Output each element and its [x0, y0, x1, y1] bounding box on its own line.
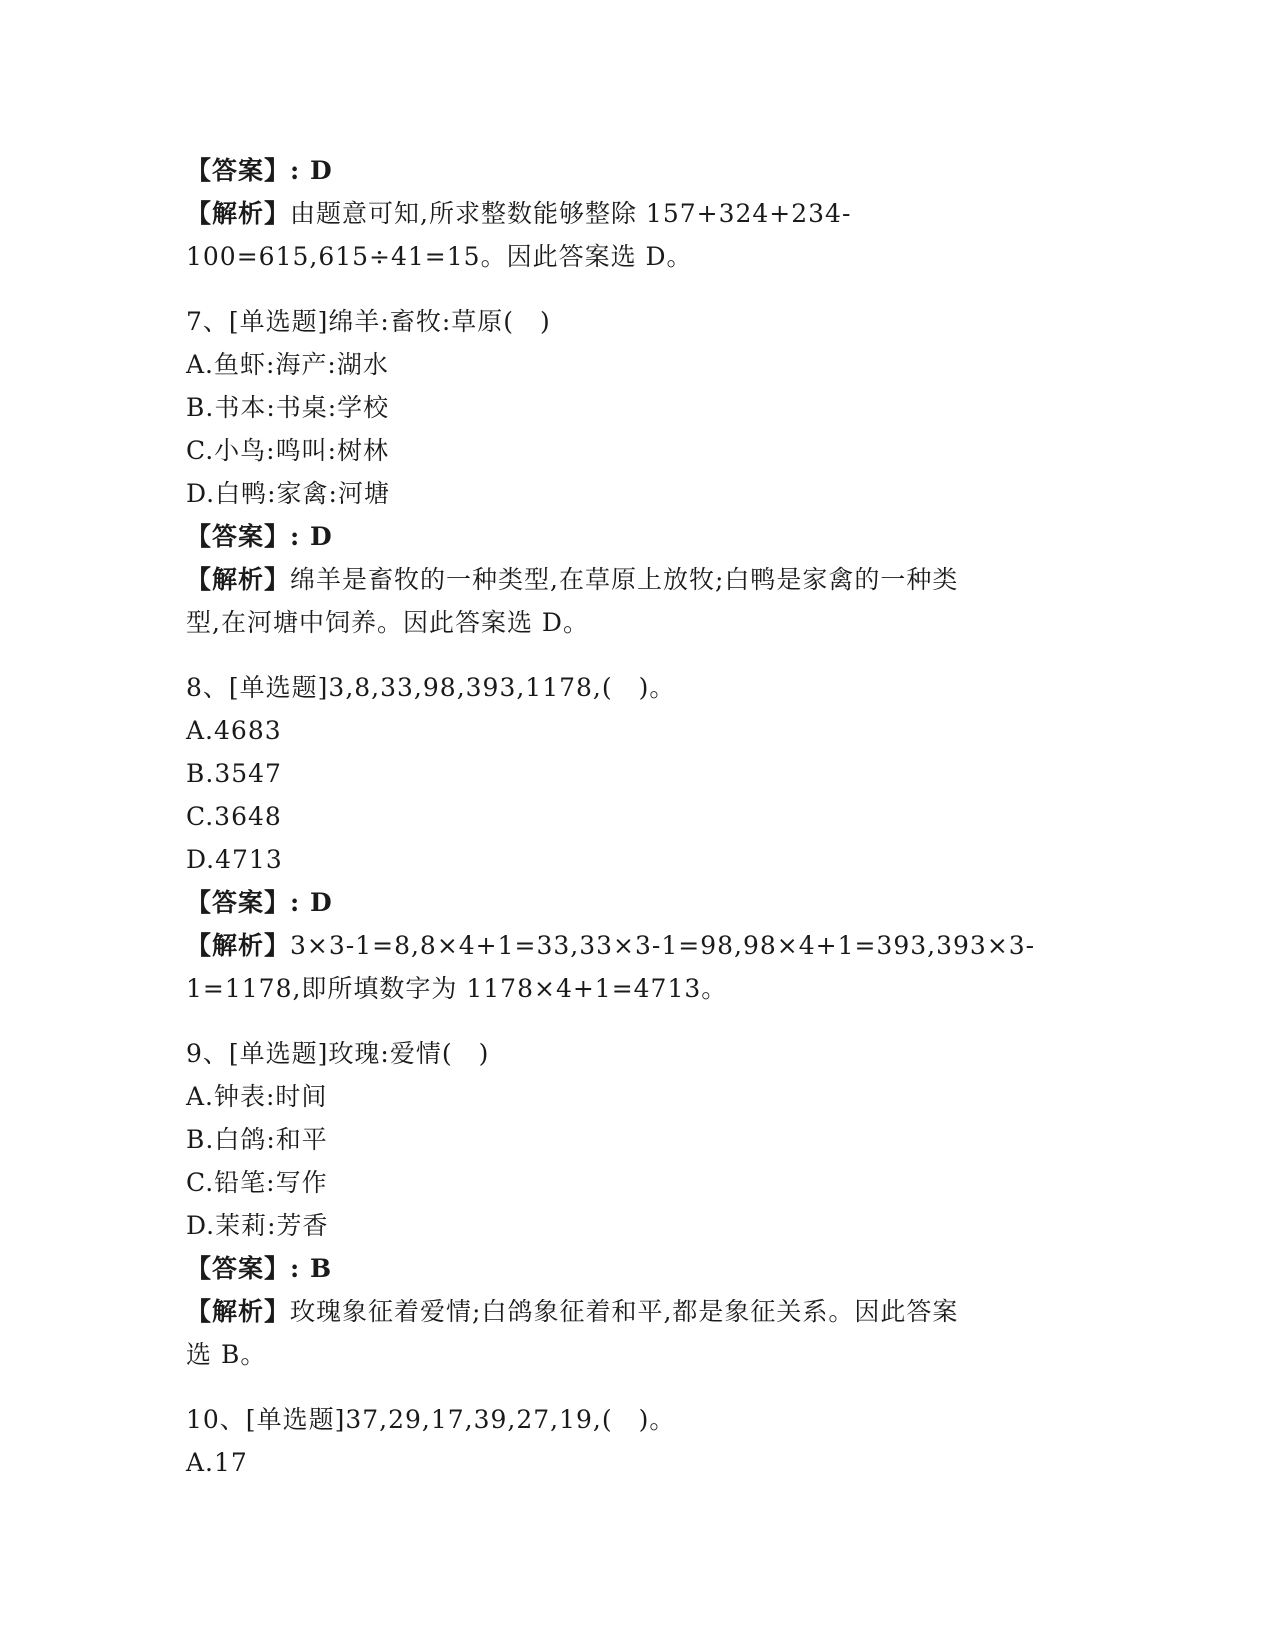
q8-question: 8、[单选题]3,8,33,98,393,1178,( )。	[186, 673, 676, 702]
answer-label: 【答案】	[186, 156, 291, 185]
q7-question: 7、[单选题]绵羊:畜牧:草原( )	[186, 307, 551, 336]
q9-option-d: D.茉莉:芳香	[186, 1211, 329, 1240]
explanation-text: 3×3-1=8,8×4+1=33,33×3-1=98,98×4+1=393,393×3-	[290, 931, 1036, 960]
explanation-label: 【解析】	[186, 1297, 291, 1326]
answer-value: : B	[290, 1254, 333, 1283]
q7-answer	[186, 515, 1066, 558]
q10-option-a: A.17	[186, 1448, 248, 1477]
document-page	[186, 149, 1066, 1484]
q9-question: 9、[单选题]玫瑰:爱情( )	[186, 1039, 490, 1068]
q9-option-c: C.铅笔:写作	[186, 1168, 328, 1197]
q6-answer	[186, 149, 1066, 192]
answer-value: : D	[290, 888, 333, 917]
q8-option-c: C.3648	[186, 802, 282, 831]
q8-option-b: B.3547	[186, 759, 282, 788]
explanation-label: 【解析】	[186, 199, 291, 228]
q6-explanation-cont: 100=615,615÷41=15。因此答案选 D。	[186, 242, 693, 271]
q9-option-b: B.白鸽:和平	[186, 1125, 328, 1154]
q8-option-a: A.4683	[186, 716, 282, 745]
q9-option-a: A.钟表:时间	[186, 1082, 328, 1111]
q7-option-a: A.鱼虾:海产:湖水	[186, 350, 389, 379]
q10-question: 10、[单选题]37,29,17,39,27,19,( )。	[186, 1405, 676, 1434]
explanation-label: 【解析】	[186, 565, 291, 594]
q6-explanation	[186, 192, 1066, 235]
explanation-text: 玫瑰象征着爱情;白鸽象征着和平,都是象征关系。因此答案	[290, 1297, 959, 1326]
q9-explanation	[186, 1290, 1066, 1333]
q7-option-c: C.小鸟:鸣叫:树林	[186, 436, 390, 465]
q7-explanation-cont: 型,在河塘中饲养。因此答案选 D。	[186, 608, 589, 637]
explanation-text: 由题意可知,所求整数能够整除 157+324+234-	[290, 199, 852, 228]
answer-label: 【答案】	[186, 888, 291, 917]
answer-value: : D	[290, 156, 333, 185]
q9-explanation-cont: 选 B。	[186, 1340, 267, 1369]
q8-explanation-cont: 1=1178,即所填数字为 1178×4+1=4713。	[186, 974, 728, 1003]
answer-label: 【答案】	[186, 1254, 291, 1283]
explanation-label: 【解析】	[186, 931, 291, 960]
answer-value: : D	[290, 522, 333, 551]
q7-option-b: B.书本:书桌:学校	[186, 393, 390, 422]
q9-answer	[186, 1247, 1066, 1290]
q7-option-d: D.白鸭:家禽:河塘	[186, 479, 390, 508]
q8-explanation	[186, 924, 1066, 967]
q8-answer	[186, 881, 1066, 924]
answer-label: 【答案】	[186, 522, 291, 551]
q7-explanation	[186, 558, 1066, 601]
explanation-text: 绵羊是畜牧的一种类型,在草原上放牧;白鸭是家禽的一种类	[290, 565, 959, 594]
q8-option-d: D.4713	[186, 845, 283, 874]
